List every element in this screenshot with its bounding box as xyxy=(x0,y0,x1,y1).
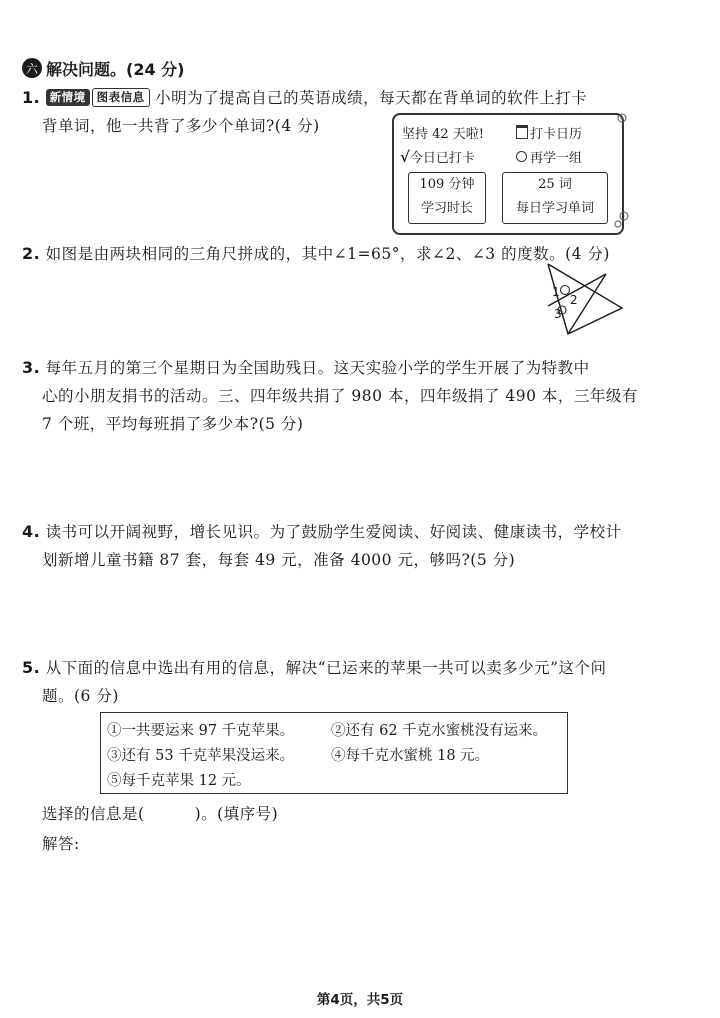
question-3-line-2: 心的小朋友捐书的活动。三、四年级共捐了 980 本，四年级捐了 490 本，三年级有 xyxy=(42,387,638,405)
angle-1-label: 1 xyxy=(552,285,560,299)
question-1-line-1: 小明为了提高自己的英语成绩，每天都在背单词的软件上打卡 xyxy=(155,89,588,107)
card-flower-decoration-icon xyxy=(612,104,632,234)
question-1-line-2: 背单词，他一共背了多少个单词?(4 分) xyxy=(42,117,320,135)
study-time-box xyxy=(408,172,486,224)
study-time-label: 学习时长 xyxy=(420,201,473,216)
chart-info-tag: 图表信息 xyxy=(92,88,150,107)
page-footer: 第4页，共5页 xyxy=(316,992,404,1008)
learn-again-label: 再学一组 xyxy=(530,151,583,166)
question-3-line-3: 7 个班，平均每班捐了多少本?(5 分) xyxy=(42,415,304,433)
question-4-number: 4. xyxy=(22,522,41,541)
calendar-icon xyxy=(516,125,528,139)
new-scenario-tag: 新情境 xyxy=(46,89,90,106)
question-1-number: 1. xyxy=(22,88,41,107)
question-5-number: 5. xyxy=(22,658,41,677)
info-item-5: ⑤每千克苹果 12 元。 xyxy=(107,773,251,789)
calendar-label: 打卡日历 xyxy=(530,127,583,142)
question-3 xyxy=(22,354,590,382)
angle-3-label: 3 xyxy=(554,307,562,321)
question-5-line-2: 题。(6 分) xyxy=(42,687,119,705)
question-2-number: 2. xyxy=(22,244,41,263)
answer-label: 解答: xyxy=(42,835,80,853)
vocab-app-card xyxy=(392,113,624,235)
question-3-line-1: 每年五月的第三个星期日为全国助残日。这天实验小学的学生开展了为特教中 xyxy=(45,359,590,377)
check-icon: √ xyxy=(400,148,410,166)
info-item-4: ④每千克水蜜桃 18 元。 xyxy=(331,748,490,764)
question-4-line-2: 划新增儿童书籍 87 套，每套 49 元，准备 4000 元，够吗?(5 分) xyxy=(42,551,516,569)
streak-text: 坚持 42 天啦! xyxy=(402,127,485,142)
question-4-line-1: 读书可以开阔视野，增长见识。为了鼓励学生爱阅读、好阅读、健康读书，学校计 xyxy=(45,523,622,541)
checked-today-item xyxy=(400,147,475,166)
daily-words-label: 每日学习单词 xyxy=(515,201,594,216)
question-5-line-1: 从下面的信息中选出有用的信息，解决“已运来的苹果一共可以卖多少元”这个问 xyxy=(45,659,607,677)
info-item-1: ①一共要运来 97 千克苹果。 xyxy=(107,723,295,739)
info-item-2: ②还有 62 千克水蜜桃没有运来。 xyxy=(331,723,548,739)
circle-icon xyxy=(516,151,527,162)
question-4 xyxy=(22,518,622,546)
selected-info-prefix: 选择的信息是( xyxy=(42,805,145,823)
triangle-rulers-figure xyxy=(540,260,630,344)
section-number-badge: 六 xyxy=(22,58,42,78)
section-title: 解决问题。(24 分) xyxy=(46,59,185,79)
daily-words-box xyxy=(502,172,608,224)
selected-info-suffix: )。(填序号) xyxy=(194,805,279,823)
section-heading xyxy=(22,55,184,81)
question-1 xyxy=(22,84,587,112)
learn-again-item xyxy=(516,147,582,166)
calendar-item xyxy=(516,123,582,142)
selected-info-line xyxy=(42,800,278,828)
checked-today-label: 今日已打卡 xyxy=(409,151,475,166)
angle-2-label: 2 xyxy=(570,293,578,307)
question-3-number: 3. xyxy=(22,358,41,377)
question-2 xyxy=(22,240,610,268)
daily-words-value: 25 词 xyxy=(538,177,572,192)
question-2-line-1: 如图是由两块相同的三角尺拼成的，其中∠1=65°，求∠2、∠3 的度数。(4 分) xyxy=(45,245,610,263)
info-item-3: ③还有 53 千克苹果没运来。 xyxy=(107,748,295,764)
study-time-value: 109 分钟 xyxy=(419,177,475,192)
question-5 xyxy=(22,654,607,682)
info-box xyxy=(100,712,568,794)
